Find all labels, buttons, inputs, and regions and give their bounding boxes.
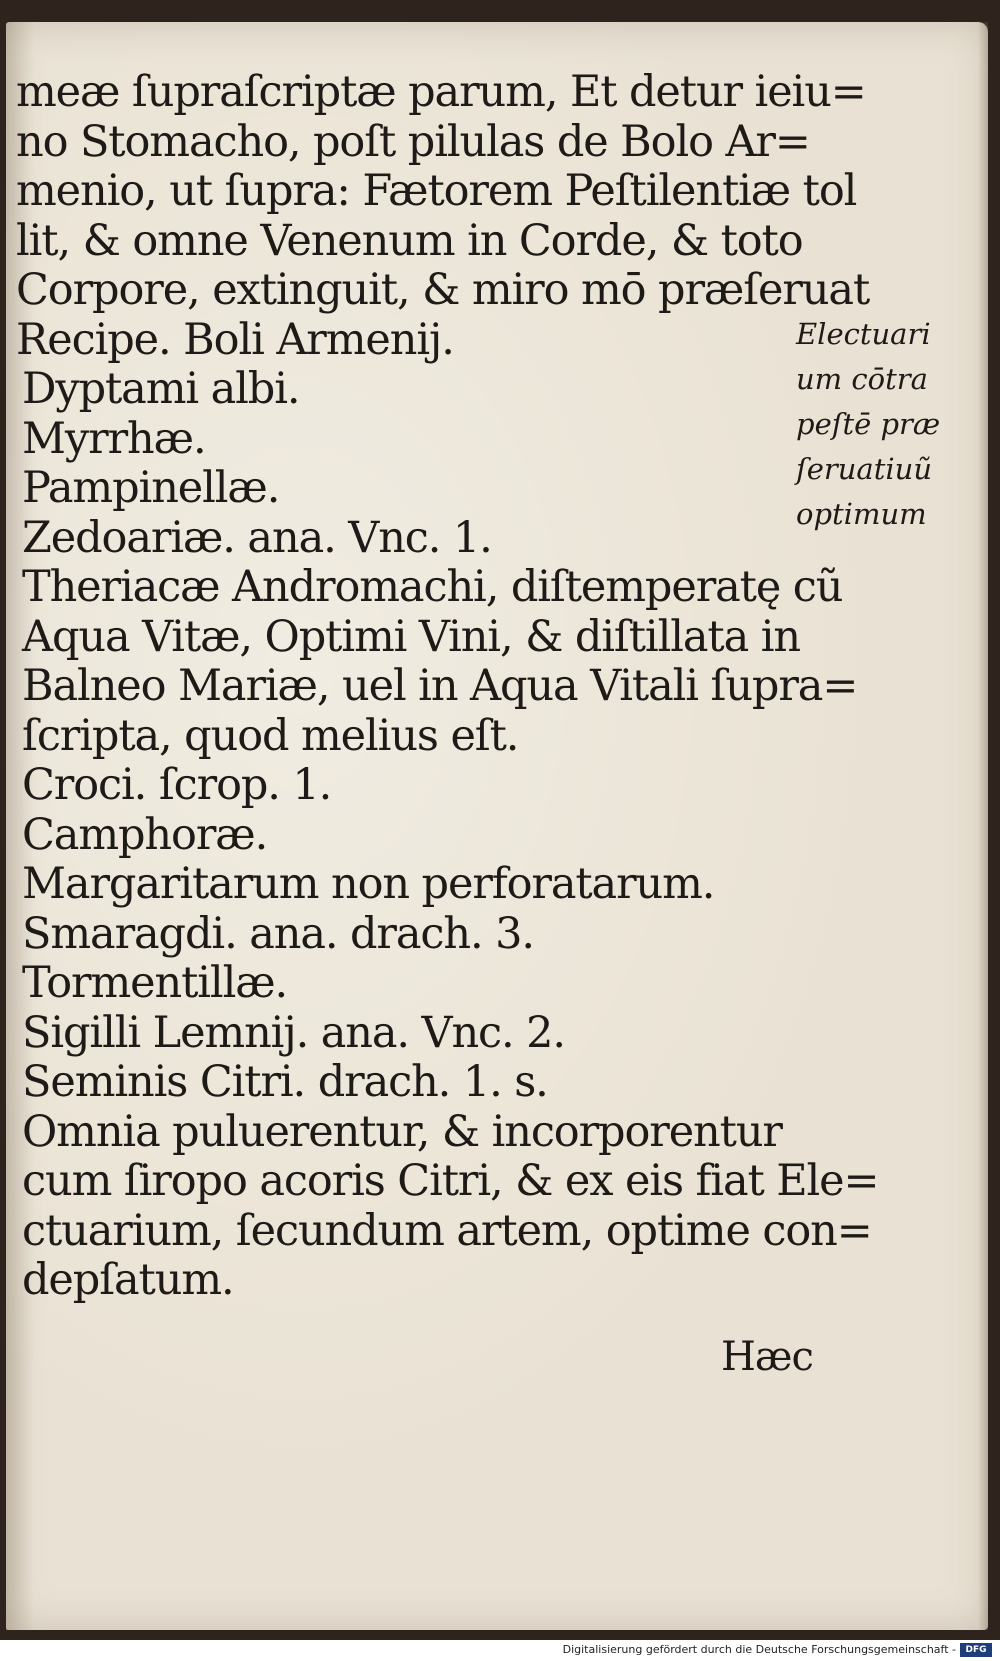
text-line-8: Myrrhæ. [22,413,206,464]
digitization-footer [0,1640,1000,1661]
text-line-16: Camphoræ. [22,809,268,860]
margin-note [796,312,956,537]
text-line-7: Dyptami albi. [22,364,300,414]
text-line-1: meæ ſupraſcriptæ parum, Et detur ieiu= [16,67,866,117]
margin-note-line-3: peſtē præ [796,407,941,441]
book-page [6,22,988,1630]
text-line-6: Recipe. Boli Armenij. [16,314,454,365]
text-line-17: Margaritarum non perforatarum. [22,859,715,909]
margin-note-line-2: um cōtra [796,362,928,396]
text-line-2: no Stomacho, poſt pilulas de Bolo Ar= [16,116,810,167]
text-line-9: Pampinellæ. [22,463,280,513]
text-line-19: Tormentillæ. [22,958,288,1008]
text-line-12: Aqua Vitæ, Optimi Vini, & diſtillata in [22,611,800,662]
text-line-5: Corpore, extinguit, & miro mō præſeruat [16,265,870,315]
text-line-3: menio, ut ſupra: Fætorem Peſtilentiæ tol [16,166,857,216]
text-line-14: ſcripta, quod melius eſt. [22,710,519,761]
text-line-11: Theriacæ Andromachi, diſtemperatę cũ [22,562,843,612]
text-line-18: Smaragdi. ana. drach. 3. [22,908,534,959]
footer-credit: Digitalisierung gefördert durch die Deutsche Forschungsgemeinschaft - [562,1643,956,1656]
margin-note-line-4: ſeruatiuũ [796,452,933,486]
text-line-10: Zedoariæ. ana. Vnc. 1. [22,512,492,563]
text-line-20: Sigilli Lemnij. ana. Vnc. 2. [22,1007,566,1058]
text-line-23: cum ſiropo acoris Citri, & ex eis fiat Ele= [22,1156,879,1206]
text-line-25: depſatum. [22,1255,234,1305]
catchword: Hæc [721,1334,813,1380]
text-line-4: lit, & omne Venenum in Corde, & toto [16,215,803,266]
dfg-logo: DFG [960,1643,992,1657]
text-line-24: ctuarium, ſecundum artem, optime con= [22,1205,872,1256]
text-line-13: Balneo Mariæ, uel in Aqua Vitali ſupra= [22,661,858,711]
page-edge-shadow [978,22,988,1630]
text-line-15: Croci. ſcrop. 1. [22,760,332,810]
text-line-21: Seminis Citri. drach. 1. s. [22,1057,548,1107]
margin-note-line-1: Electuari [796,317,931,351]
text-line-22: Omnia puluerentur, & incorporentur [22,1106,782,1157]
margin-note-line-5: optimum [796,497,927,531]
